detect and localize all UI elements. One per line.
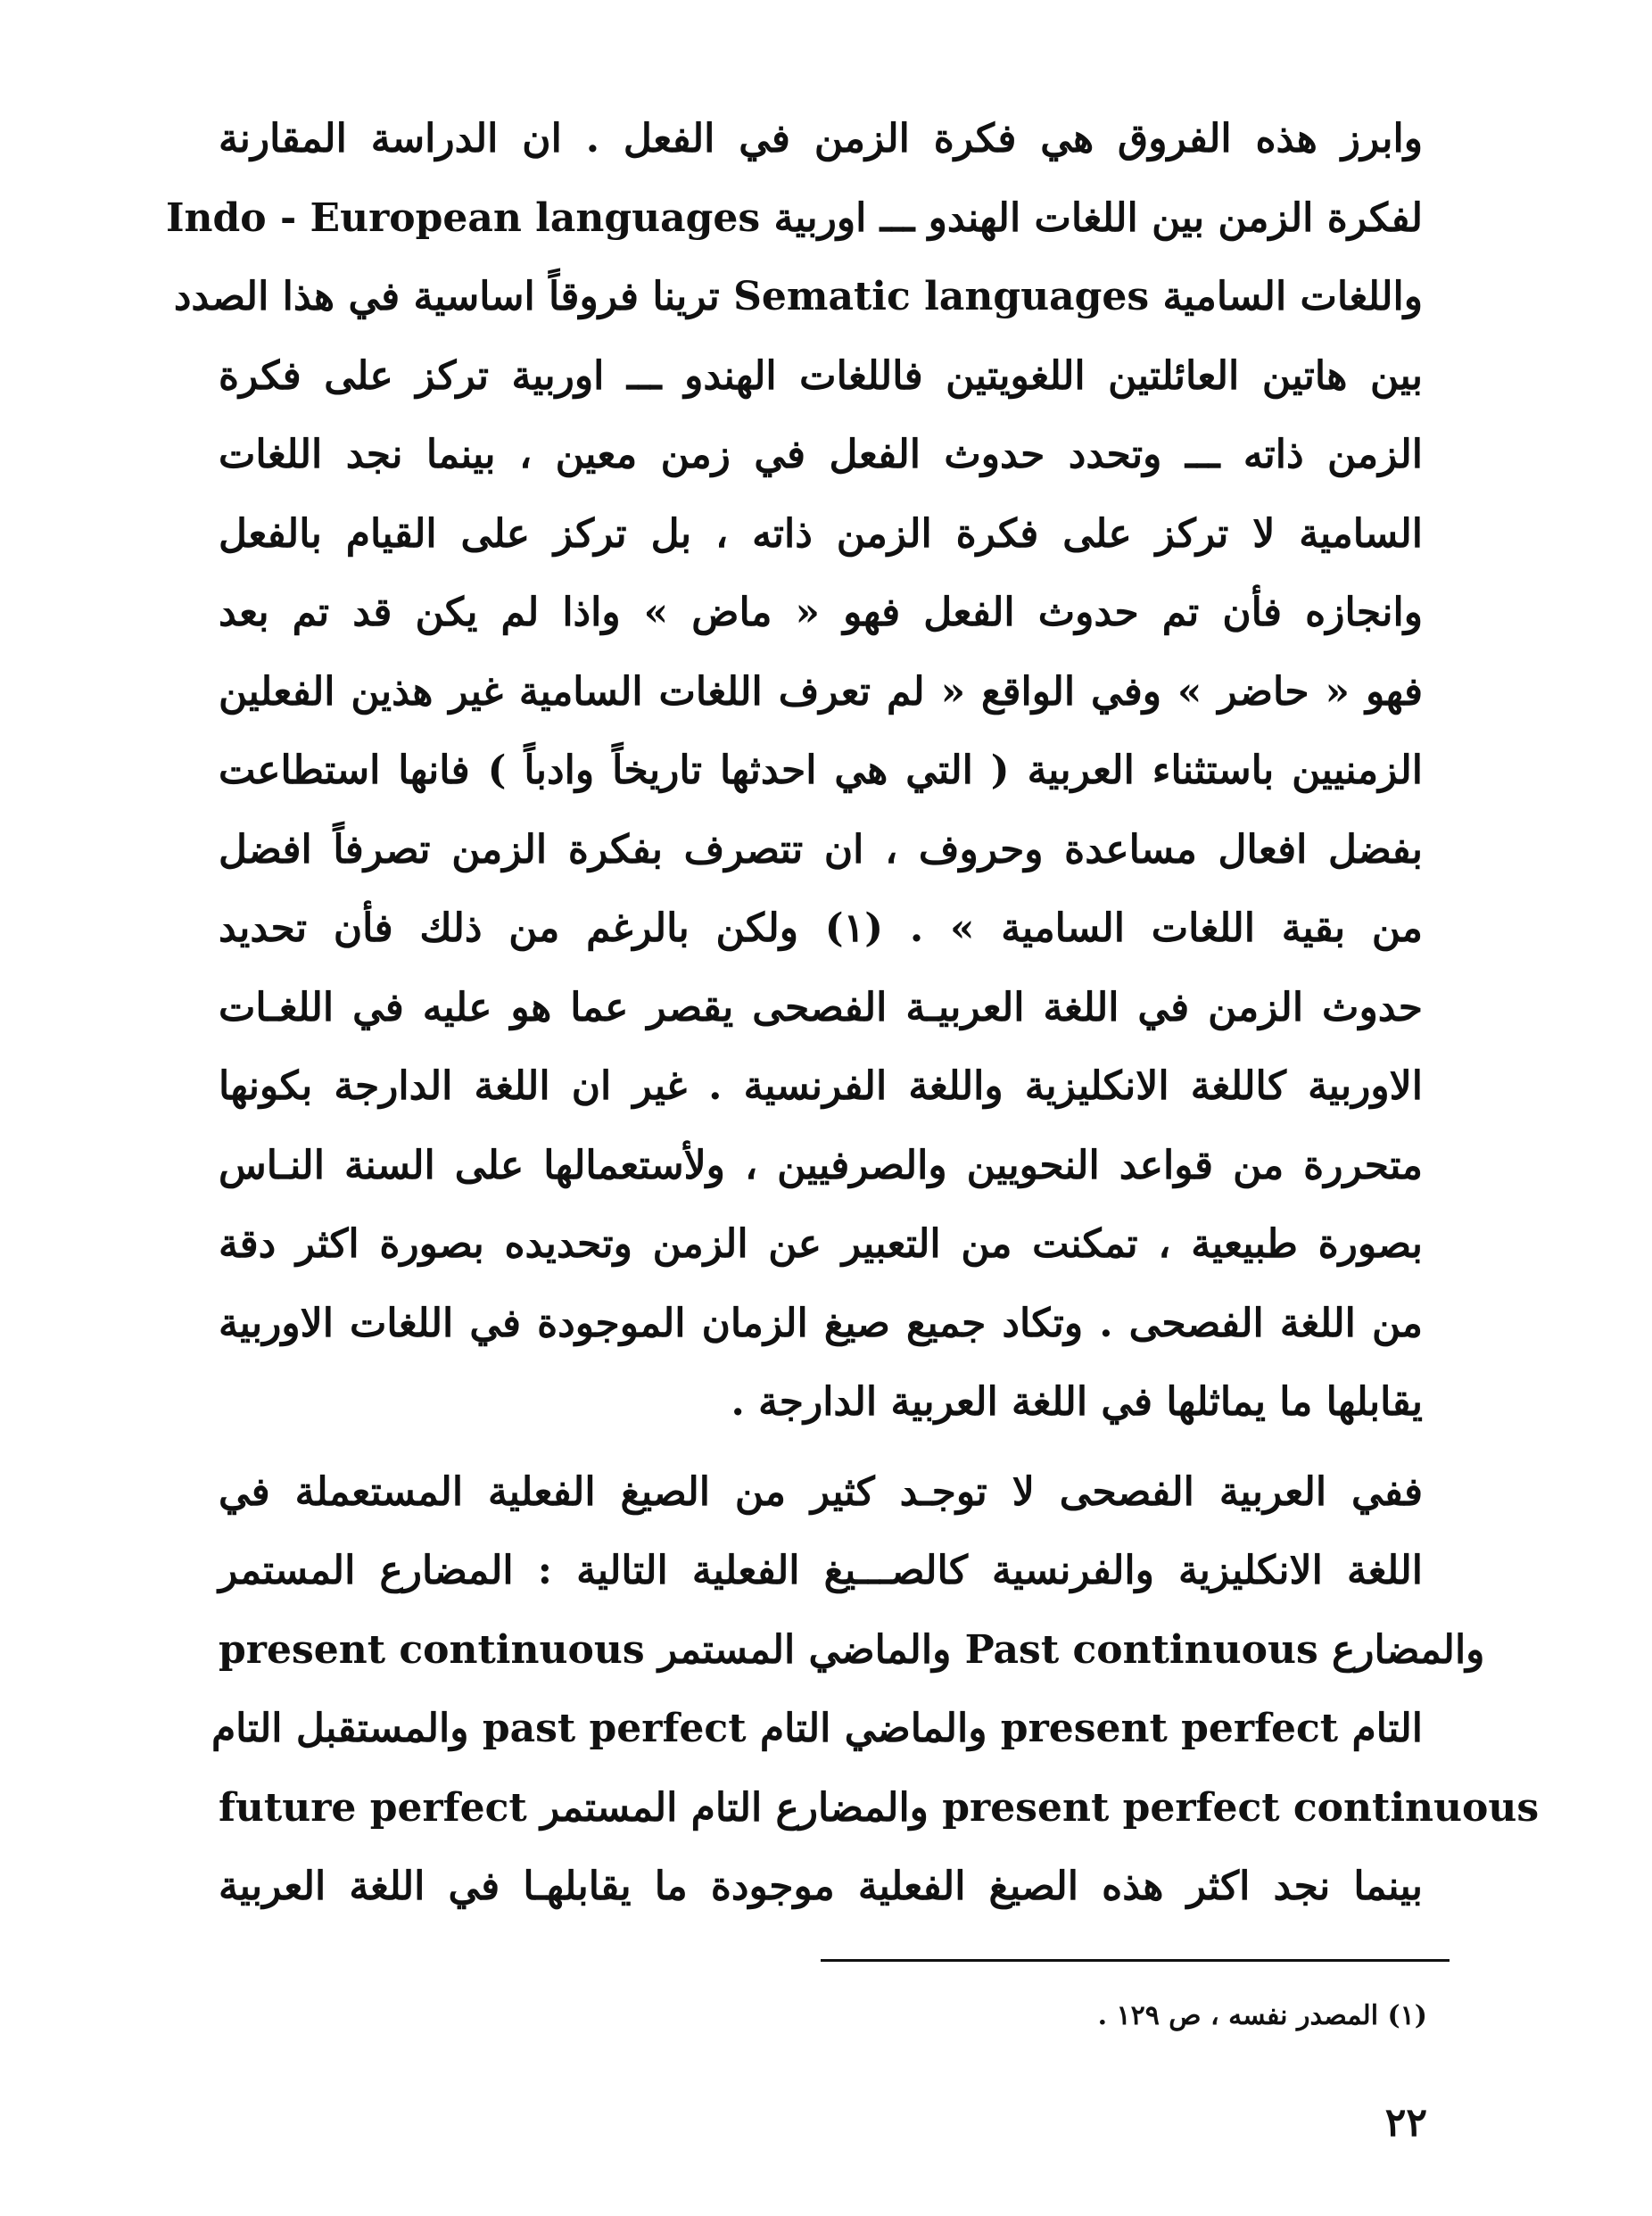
text-line: وانجازه فأن تم حدوث الفعل فهو « ماض » واذا لم يكن قد تم بعد <box>219 590 1423 635</box>
text-line: بين هاتين العائلتين اللغويتين فاللغات الهندو ـــ اوربية تركز على فكرة <box>219 352 1423 399</box>
text-line: لفكرة الزمن بين اللغات الهندو ـــ اوربية Indo - European languages <box>165 194 1423 241</box>
text-line: متحررة من قواعد النحويين والصرفيين ، ولأستعمالها على السنة النـاس <box>219 1142 1423 1188</box>
text-line: من اللغة الفصحى . وتكاد جميع صيغ الزمان الموجودة في اللغات الاوربية <box>219 1300 1423 1346</box>
text-line: future perfect والمضارع التام المستمر present perfect continuous <box>219 1784 1540 1831</box>
text-line: ففي العربية الفصحى لا توجـد كثير من الصيغ الفعلية المستعملة في <box>219 1468 1423 1515</box>
text-line: present continuous والماضي المستمر Past continuous والمضارع <box>219 1626 1485 1673</box>
text-line: حدوث الزمن في اللغة العربيـة الفصحى يقصر عما هو عليه في اللغـات <box>219 984 1423 1030</box>
text-line: الاوربية كاللغة الانكليزية واللغة الفرنسية . غير ان اللغة الدارجة بكونها <box>219 1063 1423 1109</box>
text-line: بفضل افعال مساعدة وحروف ، ان تتصرف بفكرة الزمن تصرفاً افضل <box>219 826 1423 872</box>
text-line: بينما نجد اكثر هذه الصيغ الفعلية موجودة ما يقابلهـا في اللغة العربية <box>219 1864 1423 1909</box>
paragraph-1 <box>165 100 1424 1443</box>
body-text <box>165 100 1540 1927</box>
text-line: الزمنيين باستثناء العربية ( التي هي احدثها تاريخاً وادباً ) فانها استطاعت <box>219 748 1423 793</box>
text-line: يقابلها ما يماثلها في اللغة العربية الدارجة . <box>731 1379 1423 1425</box>
footnote-divider <box>821 1959 1450 1962</box>
paragraph-2 <box>211 1453 1540 1927</box>
text-line: من بقية اللغات السامية » . (١) ولكن بالرغم من ذلك فأن تحديد <box>219 905 1423 951</box>
text-line: الزمن ذاته ـــ وتحدد حدوث الفعل في زمن معين ، بينما نجد اللغات <box>219 432 1423 477</box>
text-line: السامية لا تركز على فكرة الزمن ذاته ، بل تركز على القيام بالفعل <box>219 510 1423 557</box>
text-line: بصورة طبيعية ، تمكنت من التعبير عن الزمن وتحديده بصورة اكثر دقة <box>219 1221 1424 1267</box>
text-line: وابرز هذه الفروق هي فكرة الزمن في الفعل . ان الدراسة المقارنة <box>219 116 1423 161</box>
text-line: فهو « حاضر » وفي الواقع « لم تعرف اللغات السامية غير هذين الفعلين <box>219 668 1423 715</box>
text-line: واللغات السامية Sematic languages ترينا فروقاً اساسية في هذا الصدد <box>173 274 1423 319</box>
footnote: (١) المصدر نفسه ، ص ١٢٩ . <box>1097 2000 1427 2031</box>
text-line: التام present perfect والماضي التام past perfect والمستقبل التام <box>211 1706 1423 1751</box>
text-line: اللغة الانكليزية والفرنسية كالصـــيغ الفعلية التالية : المضارع المستمر <box>219 1548 1423 1593</box>
page-number: ٢٢ <box>1384 2100 1427 2146</box>
